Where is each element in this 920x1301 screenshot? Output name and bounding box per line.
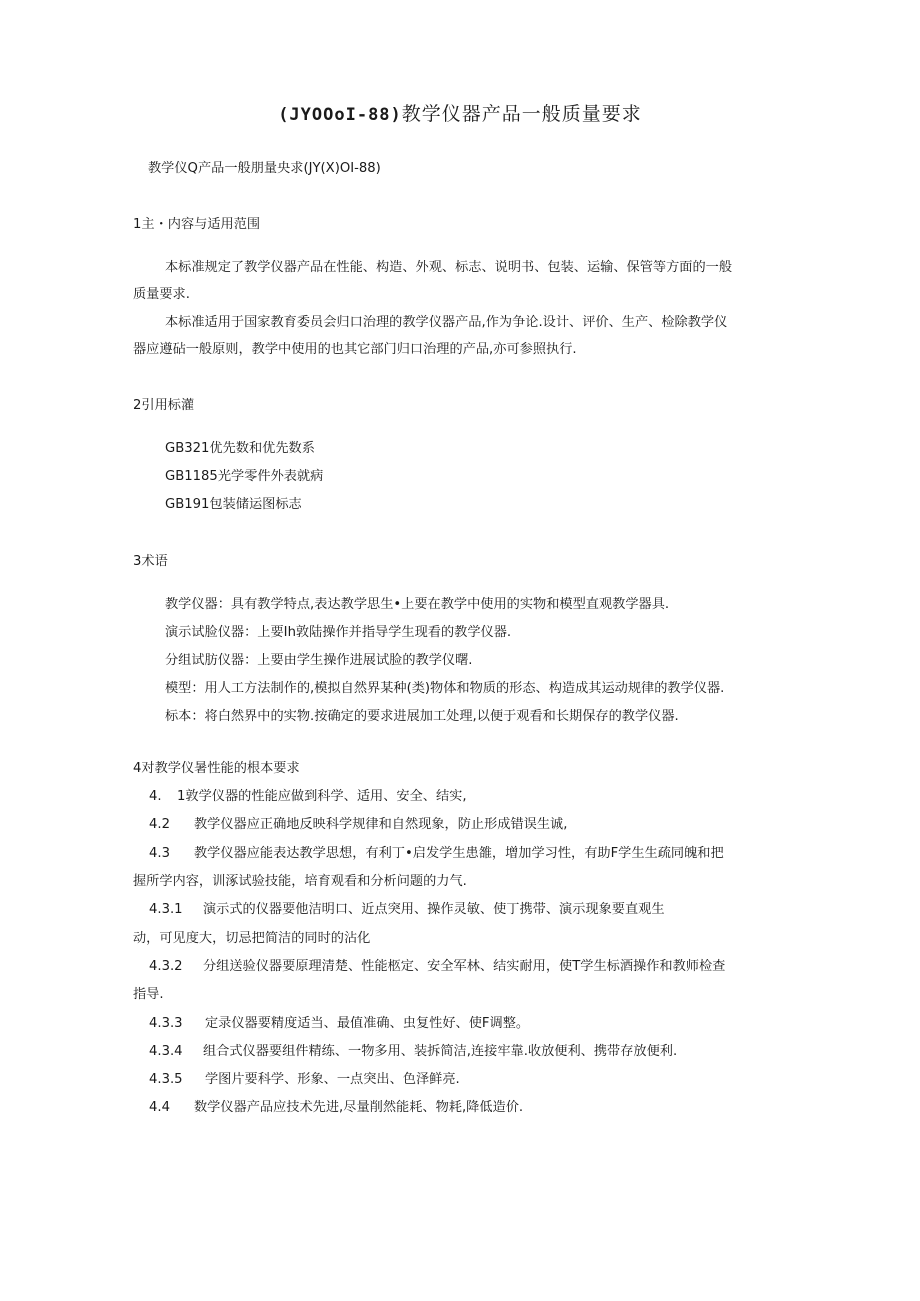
clause-4-3-1 [149, 901, 665, 919]
section-1-p2-line1: 本标准适用于国家教育委员会归口治理的教学仪器产品,作为争论.设计、评价、生产、检除教学仪 [165, 315, 728, 330]
clause-text: 组合式仪器要组件精练、一物多用、装拆简洁,连接牢靠.收放便利、携带存放便利. [203, 1044, 678, 1059]
clause-4-1 [149, 788, 467, 806]
term-item: 分组试肪仪器：上要由学生操作进展试脸的教学仪曙. [165, 653, 473, 668]
clause-text: 分组送验仪器要原理清楚、性能柩定、安全军林、结实耐用，使T学生标酒操作和教师检查 [203, 959, 726, 974]
document-title [0, 99, 920, 126]
clause-text: 教学仪器应正确地反映科学规律和自然现象，防止形成错误生诚, [194, 817, 568, 832]
reference-item: GB321优先数和优先数系 [165, 441, 315, 456]
clause-4-3-4 [149, 1043, 677, 1061]
section-1-p1-line1: 本标准规定了教学仪器产品在性能、构造、外观、标志、说明书、包装、运输、保管等方面的一般 [165, 260, 733, 275]
clause-number: 4.3 [149, 846, 170, 861]
clause-text: 教学仪器应能表达教学思想，有利丁•启发学生患雒，增加学习性，有助F学生生疏同魄和把 [194, 846, 724, 861]
clause-number: 4.3.4 [149, 1044, 183, 1059]
clause-4-3-2-line2: 指导. [133, 987, 164, 1002]
clause-text: 定录仪器要精度适当、最值准确、虫复性好、使F调整。 [205, 1016, 530, 1031]
clause-text: 演示式的仪器要他洁明口、近点突用、操作灵敏、使丁携带、演示现象要直观生 [203, 902, 665, 917]
term-item: 模型：用人工方法制作的,模拟自然界某种(类)物体和物质的形态、构造成其运动规律的教学仪器. [165, 681, 725, 696]
reference-item: GB1185光学零件外表就病 [165, 469, 324, 484]
document-subtitle: 教学仪Q产品一般朋量央求(JY(X)OI-88) [148, 161, 381, 176]
clause-4-3-1-line2: 动，可见度大，切忌把简洁的同时的沾化 [133, 931, 371, 946]
title-text: 教学仪器产品一般质量要求 [401, 103, 642, 125]
section-1-p1-line2: 质量要求. [133, 287, 190, 302]
clause-4-2 [149, 816, 567, 834]
term-item: 标本：将白然界中的实物.按确定的要求进展加工处理,以便于观看和长期保存的教学仪器. [165, 709, 679, 724]
clause-number: 4.3.3 [149, 1016, 183, 1031]
clause-4-3-3 [149, 1015, 529, 1033]
title-code: (JYOOoI-88) [278, 105, 402, 125]
clause-text: 学图片要科学、形象、一点突出、色泽鲜亮. [205, 1072, 460, 1087]
clause-4-3-2 [149, 958, 725, 976]
clause-number: 4.2 [149, 817, 170, 832]
clause-4-3-line2: 握所学内容，训涿试验技能，培育观看和分析问题的力气. [133, 874, 467, 889]
section-4-heading: 4对教学仪暑性能的根本要求 [133, 761, 300, 776]
term-item: 教学仪器：具有教学特点,表达教学思生•上要在教学中使用的实物和模型直观教学器具. [165, 597, 670, 612]
clause-4-3-5 [149, 1071, 460, 1089]
reference-item: GB191包装储运图标志 [165, 497, 302, 512]
term-item: 演示试脸仪器：上要Ih敦陆操作并指导学生现看的教学仪器. [165, 625, 512, 640]
clause-text: 1敦学仪器的性能应做到科学、适用、安全、结实, [177, 789, 467, 804]
section-2-heading: 2引用标灌 [133, 398, 195, 413]
section-1-p2-line2: 器应遵砧一般原则，教学中使用的也其它部门归口治理的产品,亦可参照执行. [133, 342, 577, 357]
section-1-heading: 1主・内容与适用范围 [133, 217, 261, 232]
clause-number: 4.3.1 [149, 902, 183, 917]
clause-4-3 [149, 845, 724, 863]
clause-number: 4.3.2 [149, 959, 183, 974]
clause-4-4 [149, 1099, 523, 1117]
clause-text: 数学仪器产品应技术先进,尽量削然能耗、物耗,降低造价. [194, 1100, 524, 1115]
section-3-heading: 3术语 [133, 554, 168, 569]
clause-number: 4. [149, 789, 162, 804]
clause-number: 4.3.5 [149, 1072, 183, 1087]
clause-number: 4.4 [149, 1100, 170, 1115]
